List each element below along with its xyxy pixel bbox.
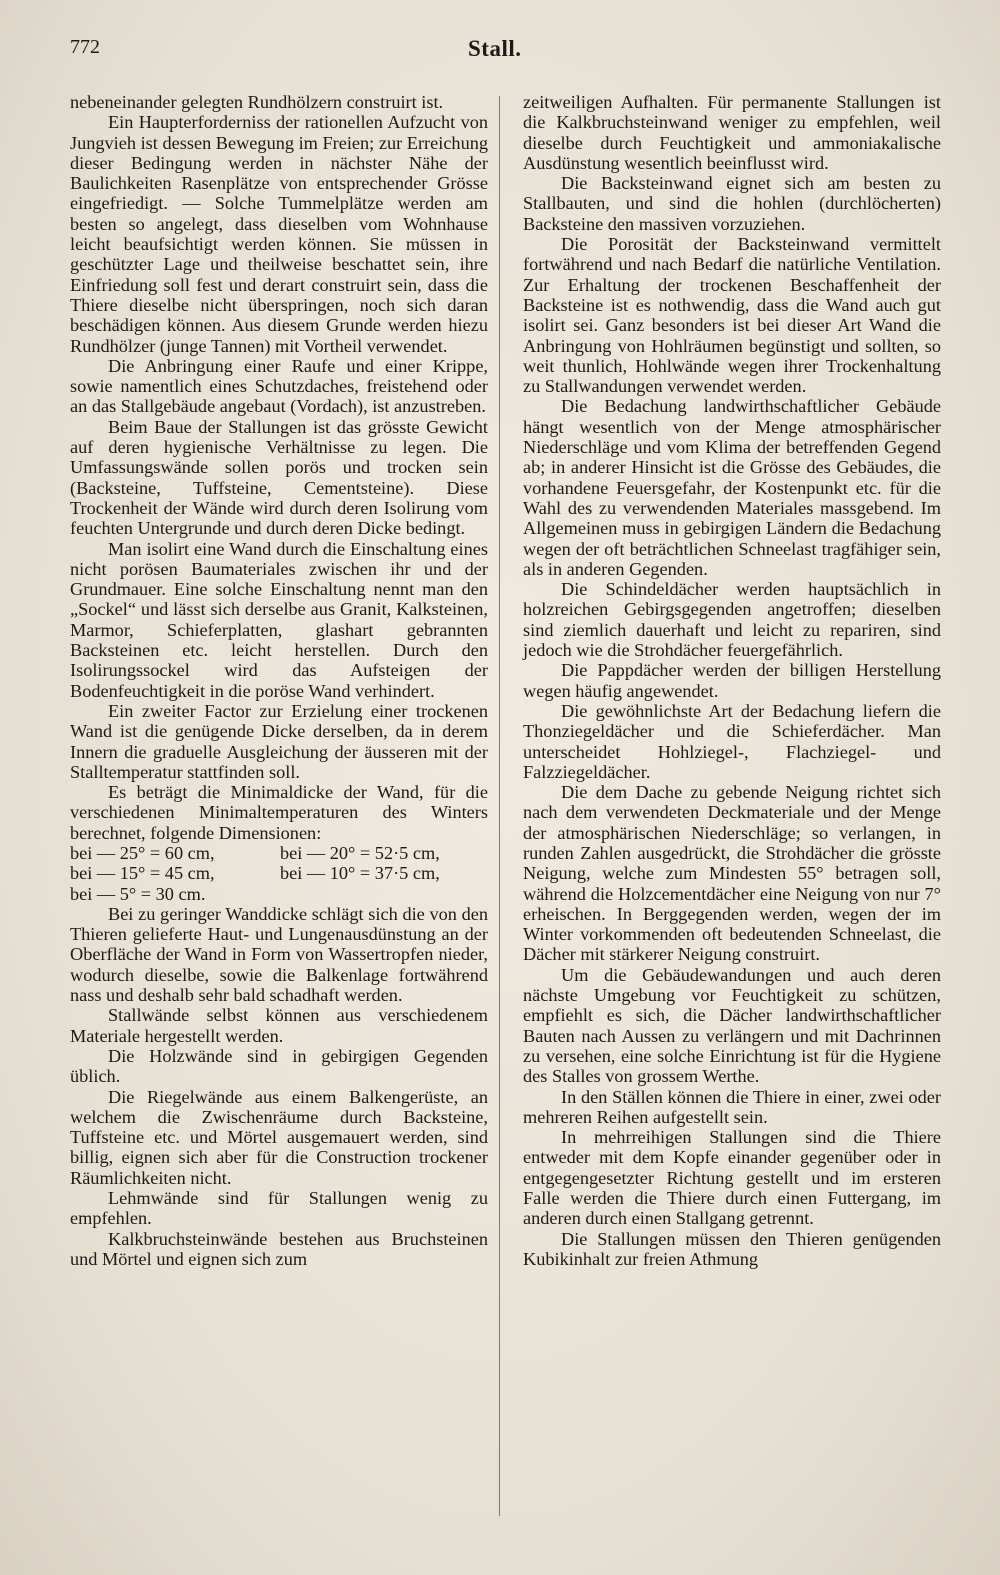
paragraph: Die Stallungen müssen den Thieren genügenden Kubikinhalt zur freien Athmung	[523, 1228, 941, 1269]
table-row	[70, 863, 488, 883]
paragraph: Die Riegelwände aus einem Balkengerüste, an welchem die Zwischenräume durch Backsteine, Tuffsteine etc. und Mörtel ausgemauert werden, sind billig, eignen sich aber für die Construction trockener Räumlichkeiten nicht.	[70, 1086, 488, 1188]
column-divider	[499, 96, 500, 1516]
running-head: Stall.	[468, 36, 522, 61]
table-row	[70, 884, 488, 904]
right-column	[523, 92, 941, 1269]
page-header	[0, 30, 1000, 70]
table-cell: bei — 15° = 45 cm,	[70, 863, 215, 884]
paragraph: Ein zweiter Factor zur Erzielung einer trockenen Wand ist die genügende Dicke derselben, da in derem Innern die graduelle Ausgleichung der äusseren mit der Stalltemperatur stattfinden soll.	[70, 700, 488, 782]
paragraph: Die Holzwände sind in gebirgigen Gegenden üblich.	[70, 1045, 488, 1087]
paragraph: In den Ställen können die Thiere in einer, zwei oder mehreren Reihen aufgestellt sein.	[523, 1086, 941, 1127]
paragraph: Bei zu geringer Wanddicke schlägt sich die von den Thieren gelieferte Haut- und Lungenausdünstung an der Oberfläche der Wand in Form von Wassertropfen nieder, wodurch dieselbe, sowie die Balkenlage fortwährend nass und deshalb sehr bald schadhaft werden.	[70, 903, 488, 1006]
table-row	[70, 843, 488, 863]
table-cell: bei — 5° = 30 cm.	[70, 883, 206, 904]
paragraph: Ein Haupterforderniss der rationellen Aufzucht von Jungvieh ist dessen Bewegung im Freien; zur Erreichung dieser Bedingung werden in nächster Nähe der Baulichkeiten Rasenplätze von entsprechender Grösse eingefriedigt. — Solche Tummelplätze werden am besten so angelegt, dass dieselben vom Wohnhause leicht beaufsichtigt werden können. Sie müssen in geschützter Lage und theilweise beschattet sein, ihre Einfriedung soll fest und derart construirt sein, dass die Thiere dieselbe nicht überspringen, noch sich daran beschädigen können. Aus diesem Grunde werden hiezu Rundhölzer (junge Tannen) mit Vortheil verwendet.	[70, 112, 488, 356]
table-cell: bei — 25° = 60 cm,	[70, 842, 215, 863]
paragraph: Die Anbringung einer Raufe und einer Krippe, sowie namentlich eines Schutzdaches, freistehend oder an das Stallgebäude angebaut (Vordach), ist anzustreben.	[70, 355, 488, 417]
left-column	[70, 92, 488, 1269]
paragraph: Kalkbruchsteinwände bestehen aus Bruchsteinen und Mörtel und eignen sich zum	[70, 1228, 488, 1269]
paragraph: zeitweiligen Aufhalten. Für permanente Stallungen ist die Kalkbruchsteinwand weniger zu empfehlen, weil dieselbe durch Feuchtigkeit und ammoniakalische Ausdünstung wesentlich beeinflusst wird.	[523, 92, 941, 173]
paragraph: Die Porosität der Backsteinwand vermittelt fortwährend und nach Bedarf die natürliche Ventilation. Zur Erhaltung der trockenen Beschaffenheit der Backsteine ist es nothwendig, dass die Wand auch gut isolirt sei. Ganz besonders ist bei dieser Art Wand die Anbringung von Hohlräumen begünstigt und sollten, so weit thunlich, Hohlwände wegen ihrer Trockenhaltung zu Stallwandungen verwendet werden.	[523, 234, 941, 397]
page-number: 772	[70, 36, 100, 58]
paragraph: Die Pappdächer werden der billigen Herstellung wegen häufig angewendet.	[523, 660, 941, 701]
paragraph: Die dem Dache zu gebende Neigung richtet sich nach dem verwendeten Deckmateriale und der Menge der atmosphärischen Niederschläge; so verlangen, in runden Zahlen ausgedrückt, die Strohdächer die grösste Neigung, welche zum Mindesten 55° betragen soll, während die Holzcementdächer eine Neigung von nur 7° erheischen. In Berggegenden werden, wegen der im Winter vorkommenden oft bedeutenden Schneelast, die Dächer mit stärkerer Neigung construirt.	[523, 782, 941, 965]
paragraph: In mehrreihigen Stallungen sind die Thiere entweder mit dem Kopfe einander gegenüber oder in entgegengesetzter Richtung gestellt und im ersteren Falle werden die Thiere durch einen Futtergang, im anderen durch einen Stallgang getrennt.	[523, 1127, 941, 1229]
paragraph: Die Bedachung landwirthschaftlicher Gebäude hängt wesentlich von der Menge atmosphärischer Niederschläge und vom Klima der betreffenden Gegend ab; in anderer Hinsicht ist die Grösse des Gebäudes, die vorhandene Feuersgefahr, der Kostenpunkt etc. für die Wahl des zu verwendenden Materiales massgebend. Im Allgemeinen muss in gebirgigen Ländern die Bedachung wegen der oft beträchtlichen Schneelast tragfähiger sein, als in anderen Gegenden.	[523, 396, 941, 579]
paragraph: Stallwände selbst können aus verschiedenem Materiale hergestellt werden.	[70, 1005, 488, 1046]
paragraph: Lehmwände sind für Stallungen wenig zu empfehlen.	[70, 1188, 488, 1229]
paragraph: Man isolirt eine Wand durch die Einschaltung eines nicht porösen Baumateriales zwischen ihr und der Grundmauer. Eine solche Einschaltung nennt man den „Sockel“ und lässt sich derselbe aus Granit, Kalksteinen, Marmor, Schieferplatten, glashart gebrannten Backsteinen etc. leicht herstellen. Durch den Isolirungssockel wird das Aufsteigen der Bodenfeuchtigkeit in die poröse Wand verhindert.	[70, 538, 488, 701]
paragraph: Um die Gebäudewandungen und auch deren nächste Umgebung vor Feuchtigkeit zu schützen, empfiehlt es sich, die Dächer landwirthschaftlicher Bauten nach Aussen zu verlängern und mit Dachrinnen zu versehen, eine solche Einrichtung ist für die Hygiene des Stalles von grossem Werthe.	[523, 964, 941, 1087]
wall-thickness-table	[70, 843, 488, 904]
paragraph: Die Backsteinwand eignet sich am besten zu Stallbauten, und sind die hohlen (durchlöcherten) Backsteine den massiven vorzuziehen.	[523, 173, 941, 234]
paragraph: nebeneinander gelegten Rundhölzern construirt ist.	[70, 92, 444, 112]
paragraph: Beim Baue der Stallungen ist das grösste Gewicht auf deren hygienische Verhältnisse zu legen. Die Umfassungswände sollen porös und trocken sein (Backsteine, Tuffsteine, Cementsteine). Diese Trockenheit der Wände wird durch deren Isolirung vom feuchten Untergrunde und durch deren Dicke bedingt.	[70, 416, 488, 539]
table-cell: bei — 20° = 52·5 cm,	[280, 842, 440, 863]
table-cell: bei — 10° = 37·5 cm,	[280, 863, 440, 884]
paragraph: Es beträgt die Minimaldicke der Wand, für die verschiedenen Minimaltemperaturen des Winters berechnet, folgende Dimensionen:	[70, 782, 488, 843]
paragraph: Die gewöhnlichste Art der Bedachung liefern die Thonziegeldächer und die Schieferdächer. Man unterscheidet Hohlziegel-, Flachziegel- und Falzziegeldächer.	[523, 700, 941, 782]
paragraph: Die Schindeldächer werden hauptsächlich in holzreichen Gebirgsgegenden angetroffen; dieselben sind ziemlich dauerhaft und leicht zu repariren, sind jedoch wie die Strohdächer feuergefährlich.	[523, 579, 941, 661]
